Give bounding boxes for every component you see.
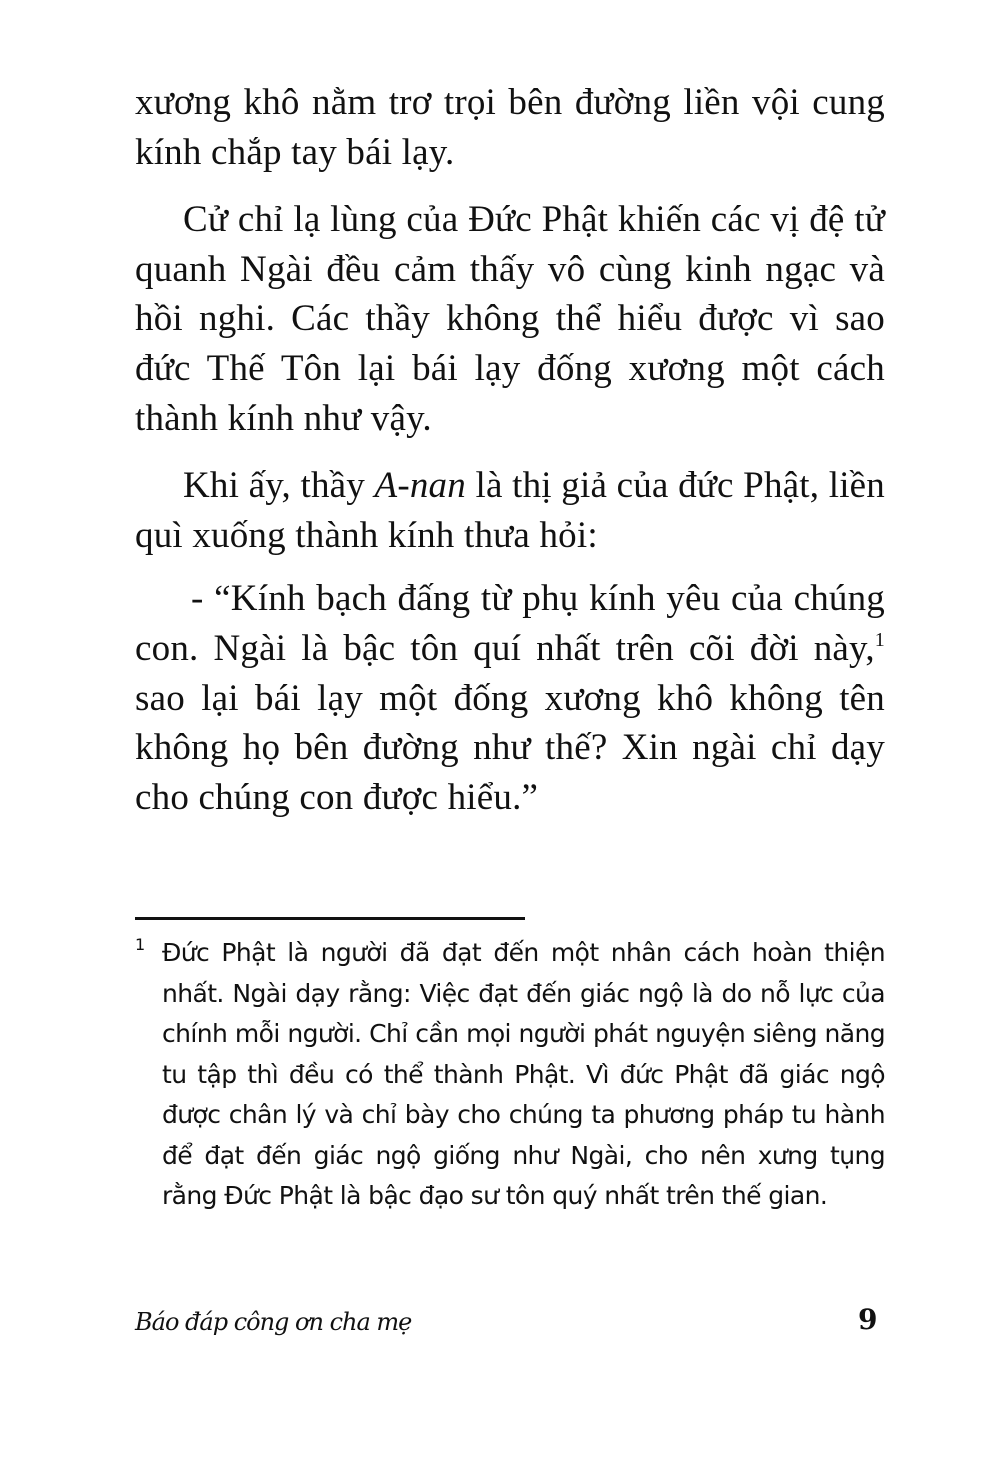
page-body (135, 78, 885, 822)
text-segment: - “Kính bạch đấng từ phụ kính yêu của chúng con. Ngài là bậc tôn quí nhất trên cõi đời này, (135, 578, 885, 669)
italic-name-ananda: A-nan (374, 465, 466, 507)
paragraph-buddha-gesture: Cử chỉ lạ lùng của Đức Phật khiến các vị đệ tử quanh Ngài đều cảm thấy vô cùng kinh ngạc và hồi nghi. Các thầy không thể hiểu được vì sao đức Thế Tôn lại bái lạy đống xương một cách thành kính như vậy. (135, 199, 885, 439)
text-segment: là thị giả của đức Phật, liền quì xuống thành kính thưa hỏi: (135, 465, 885, 556)
page-number: 9 (858, 1303, 878, 1336)
main-text (135, 78, 885, 822)
footnote-divider (135, 917, 525, 920)
text-segment: Khi ấy, thầy (183, 465, 375, 507)
footnote-text: Đức Phật là người đã đạt đến một nhân cách hoàn thiện nhất. Ngài dạy rằng: Việc đạt đến giác ngộ là do nỗ lực của chính mỗi người. Chỉ cần mọi người phát nguyện siêng năng tu tập thì đều có thể thành Phật. Vì đức Phật đã giác ngộ được chân lý và chỉ bày cho chúng ta phương pháp tu hành để đạt đến giác ngộ giống như Ngài, cho nên xưng tụng rằng Đức Phật là bậc đạo sư tôn quý nhất trên thế gian. (162, 938, 885, 1210)
footnote (135, 933, 885, 1217)
paragraph-quote (135, 574, 885, 822)
running-footer-book-title: Báo đáp công ơn cha mẹ (135, 1308, 412, 1336)
paragraph-continuation: xương khô nằm trơ trọi bên đường liền vội cung kính chắp tay bái lạy. (135, 82, 885, 173)
paragraph-ananda-asks (135, 461, 885, 560)
footnote-reference: 1 (874, 628, 885, 651)
footnote-marker: 1 (135, 935, 145, 954)
text-segment: sao lại bái lạy một đống xương khô không tên không họ bên đường như thế? Xin ngài chỉ dạy cho chúng con được hiểu.” (135, 677, 885, 818)
